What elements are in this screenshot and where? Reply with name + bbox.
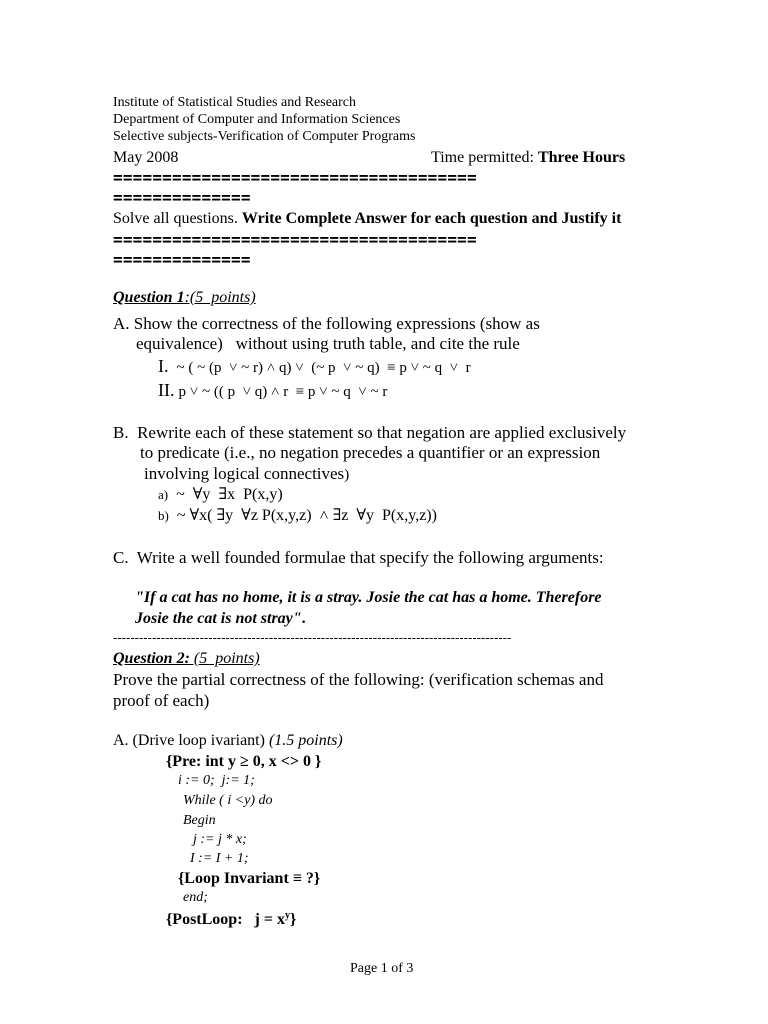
q2-a-label: A. (Drive loop ivariant)	[113, 732, 269, 749]
q2-intro2: proof of each)	[113, 691, 210, 710]
q2-intro1: Prove the partial correctness of the following: (verification schemas and	[113, 670, 604, 689]
q2-points: (5 points)	[189, 650, 260, 667]
q1-title: Question 1	[113, 289, 185, 306]
q2-a-heading	[113, 733, 343, 749]
q1-expr2-label: II.	[158, 380, 175, 400]
q1-b-item-b	[158, 508, 437, 524]
rule-short-1: ==============	[113, 188, 251, 207]
q1-heading	[113, 290, 256, 306]
rule-long-2: =====================================	[113, 230, 477, 249]
q1-b-line3	[144, 465, 349, 483]
q1-a-line2: equivalence) without using truth table, and cite the rule	[136, 334, 520, 353]
q2-title: Question 2:	[113, 650, 190, 667]
q1-quote-end: .	[301, 610, 306, 627]
q1-b-line1: B. Rewrite each of these statement so that negation are applied exclusively	[113, 423, 627, 442]
postcondition	[166, 912, 296, 928]
code-line-begin: Begin	[183, 813, 216, 828]
separator: --------------------------------------------------------------------------------------------	[113, 630, 512, 645]
q2-a-points: (1.5 points)	[268, 732, 343, 749]
q1-expr1-text: ~ ( ~ (p ˅ ~ r) ˄ q) ˅ (~ p ˅ ~ q) ≡ p ˅ ~ q ˅ r	[176, 360, 471, 376]
q1-b-a-expr: ~ ∀y ∃x P(x,y)	[176, 486, 283, 503]
q1-b-a-label: a)	[158, 487, 169, 502]
post-sup: y	[284, 910, 290, 921]
q1-b-b-label: b)	[158, 508, 169, 523]
instructions-lead: Solve all questions.	[113, 210, 242, 227]
page-footer: Page 1 of 3	[350, 961, 414, 976]
instructions	[113, 211, 621, 227]
post-base: {PostLoop: j = x	[166, 911, 285, 928]
code-line-init: i := 0; j:= 1;	[178, 773, 255, 788]
code-line-i: I := I + 1;	[190, 851, 249, 866]
instructions-bold: Write Complete Answer for each question and Justify it	[241, 210, 622, 227]
loop-invariant: {Loop Invariant ≡ ?}	[178, 870, 321, 887]
institute-line: Institute of Statistical Studies and Research	[113, 95, 357, 110]
q1-quote-line2	[135, 611, 306, 627]
q1-b-line3-text: involving logical connectives	[144, 464, 345, 483]
q1-b-line2: to predicate (i.e., no negation precedes a quantifier or an expression	[140, 443, 601, 462]
q1-expr1-label: I.	[158, 356, 169, 376]
q1-a-line1: A. Show the correctness of the following expressions (show as	[113, 314, 540, 333]
code-line-while: While ( i <y) do	[183, 793, 273, 808]
subject-line: Selective subjects-Verification of Computer Programs	[113, 129, 416, 144]
code-line-j: j := j * x;	[193, 832, 247, 847]
time-value: Three Hours	[537, 149, 626, 166]
q1-c-line: C. Write a well founded formulae that specify the following arguments:	[113, 548, 604, 567]
time-permitted	[431, 150, 625, 166]
exam-date: May 2008	[113, 149, 179, 166]
q1-expr1	[158, 357, 471, 376]
q1-expr2	[158, 381, 387, 400]
q1-quote-text: Josie the cat is not stray"	[135, 610, 302, 627]
q2-precondition: {Pre: int y ≥ 0, x <> 0 }	[166, 753, 322, 770]
q1-points: :(5 points)	[184, 289, 256, 306]
rule-short-2: ==============	[113, 250, 251, 269]
post-end: }	[289, 911, 297, 928]
q1-b-b-expr: ~ ∀x( ∃y ∀z P(x,y,z) ˄ ∃z ∀y P(x,y,z))	[176, 507, 437, 524]
q1-b-item-a	[158, 487, 283, 503]
q2-heading	[113, 651, 260, 667]
q1-quote-line1: "If a cat has no home, it is a stray. Josie the cat has a home. Therefore	[135, 589, 602, 606]
q1-b-line3-end: )	[344, 467, 350, 483]
time-label: Time permitted:	[431, 149, 538, 166]
rule-long-1: =====================================	[113, 168, 477, 187]
q1-expr2-text: p ˅ ~ (( p ˅ q) ˄ r ≡ p ˅ ~ q ˅ ~ r	[178, 384, 388, 400]
code-line-end: end;	[183, 890, 208, 905]
department-line: Department of Computer and Information Sciences	[113, 112, 401, 127]
